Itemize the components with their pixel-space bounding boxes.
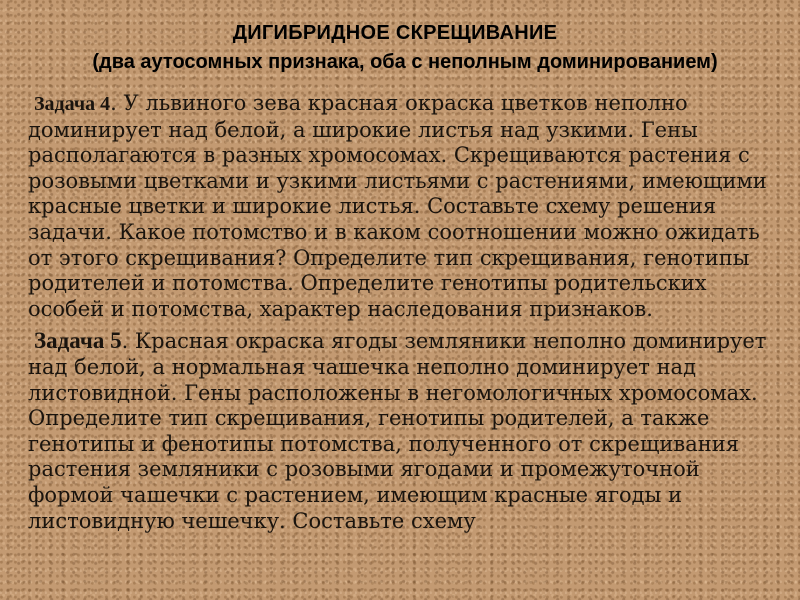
- task-4-label: Задача 4: [34, 93, 111, 115]
- task-5-text: . Красная окраска ягоды земляники неполно доминирует над белой, а нормальная чашечка неполно доминирует над листовидной. Гены расположены в негомологичных хромосомах. Определите тип скрещивания, генотипы родителей, а также генотипы и фенотипы потомства, полученного от скрещивания растения земляники с розовыми ягодами и промежуточной формой чашечки с растением, имеющим красные ягоды и листовидную чешечку. Составьте схему: [28, 329, 767, 533]
- task-4-paragraph: [28, 91, 788, 322]
- task-5-label: Задача 5: [34, 328, 122, 354]
- task-4-text: . У львиного зева красная окраска цветков неполно доминирует над белой, а широкие листья над узкими. Гены располагаются в разных хромосомах. Скрещиваются растения с розовыми цветками и узкими листьями с растениями, имеющими красные цветки и широкие листья. Составьте схему решения задачи. Какое потомство и в каком соотношении можно ожидать от этого скрещивания? Определите тип скрещивания, генотипы родителей и потомства. Определите генотипы родительских особей и потомства, характер наследования признаков.: [28, 91, 767, 321]
- task-list: [28, 91, 788, 540]
- slide-subtitle: (два аутосомных признака, оба с неполным доминированием): [92, 51, 718, 73]
- slide-title-block: [0, 22, 800, 74]
- slide-title: ДИГИБРИДНОЕ СКРЕЩИВАНИЕ: [232, 22, 558, 44]
- task-5-paragraph: [28, 328, 788, 534]
